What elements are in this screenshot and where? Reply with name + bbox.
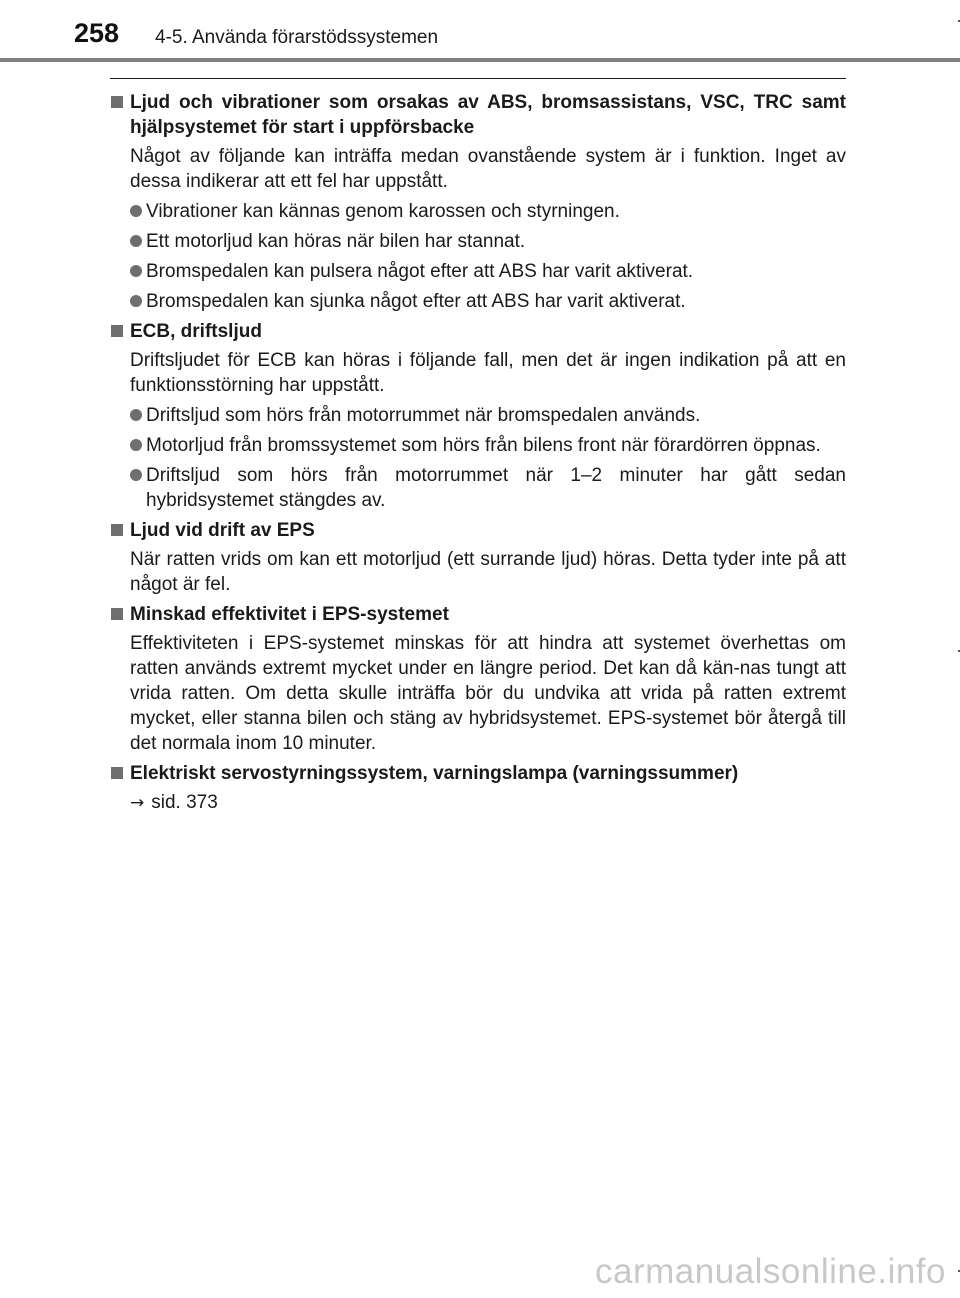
list-item-text: Driftsljud som hörs från motorrummet när bromspedalen används. bbox=[146, 405, 701, 426]
list-item-text: Motorljud från bromssystemet som hörs från bilens front när förardörren öppnas. bbox=[146, 435, 821, 456]
content-top-rule bbox=[110, 78, 846, 79]
round-bullet-icon bbox=[130, 205, 142, 217]
section-title: 4-5. Använda förarstödssystemen bbox=[155, 27, 439, 48]
section-heading-abs bbox=[110, 90, 846, 140]
page-content bbox=[110, 90, 846, 816]
section-paragraph: När ratten vrids om kan ett motorljud (ett surrande ljud) höras. Detta tyder inte på att något är fel. bbox=[130, 549, 846, 595]
page-reference bbox=[110, 790, 846, 816]
section-heading-text: Ljud vid drift av EPS bbox=[130, 520, 315, 541]
page-number: 258 bbox=[74, 18, 120, 48]
list-item-text: Bromspedalen kan sjunka något efter att ABS har varit aktiverat. bbox=[146, 291, 686, 312]
square-bullet-icon bbox=[111, 325, 123, 337]
list-item bbox=[110, 403, 846, 428]
round-bullet-icon bbox=[130, 295, 142, 307]
arrow-right-icon: → bbox=[130, 793, 145, 813]
round-bullet-icon bbox=[130, 235, 142, 247]
section-heading-text: Ljud och vibrationer som orsakas av ABS, bromsassistans, VSC, TRC samt hjälpsystemet för start i uppförsbacke bbox=[130, 92, 846, 138]
list-item bbox=[110, 229, 846, 254]
square-bullet-icon bbox=[111, 767, 123, 779]
list-item-text: Ett motorljud kan höras när bilen har stannat. bbox=[146, 231, 526, 252]
section-heading-eps-sound bbox=[110, 518, 846, 543]
square-bullet-icon bbox=[111, 608, 123, 620]
list-item bbox=[110, 259, 846, 284]
square-bullet-icon bbox=[111, 96, 123, 108]
section-heading-eps-efficiency bbox=[110, 602, 846, 627]
section-heading-text: Minskad effektivitet i EPS-systemet bbox=[130, 604, 449, 625]
watermark: carmanualsonline.info bbox=[595, 1252, 946, 1291]
round-bullet-icon bbox=[130, 265, 142, 277]
section-heading-text: Elektriskt servostyrningssystem, varningslampa (varningssummer) bbox=[130, 763, 739, 784]
section-paragraph: Något av följande kan inträffa medan ovanstående system är i funktion. Inget av dessa indikerar att ett fel har uppstått. bbox=[130, 146, 846, 192]
list-item bbox=[110, 199, 846, 224]
page-reference-text: sid. 373 bbox=[151, 792, 218, 813]
list-item bbox=[110, 433, 846, 458]
header-rule bbox=[0, 58, 960, 62]
list-item-text: Bromspedalen kan pulsera något efter att ABS har varit aktiverat. bbox=[146, 261, 694, 282]
section-heading-text: ECB, driftsljud bbox=[130, 321, 262, 342]
section-paragraph: Driftsljudet för ECB kan höras i följande fall, men det är ingen indikation på att en funktionsstörning har uppstått. bbox=[130, 350, 846, 396]
list-item-text: Vibrationer kan kännas genom karossen och styrningen. bbox=[146, 201, 620, 222]
page-header bbox=[0, 0, 960, 70]
section-paragraph: Effektiviteten i EPS-systemet minskas för att hindra att systemet överhettas om ratten används extremt mycket under en längre period. Det kan då kän-nas tungt att vrida ratten. Om detta skulle inträffa bör du undvika att vrida på ratten extremt mycket, eller stanna bilen och stäng av hybridsystemet. EPS-systemet bör återgå till det normala inom 10 minuter. bbox=[130, 633, 846, 754]
list-item bbox=[110, 289, 846, 314]
list-item-text: Driftsljud som hörs från motorrummet när 1–2 minuter har gått sedan hybridsystemet stängdes av. bbox=[146, 465, 846, 511]
list-item bbox=[110, 463, 846, 513]
round-bullet-icon bbox=[130, 439, 142, 451]
section-heading-ecb bbox=[110, 319, 846, 344]
round-bullet-icon bbox=[130, 469, 142, 481]
section-heading-power-steering-warning bbox=[110, 761, 846, 786]
round-bullet-icon bbox=[130, 409, 142, 421]
square-bullet-icon bbox=[111, 524, 123, 536]
